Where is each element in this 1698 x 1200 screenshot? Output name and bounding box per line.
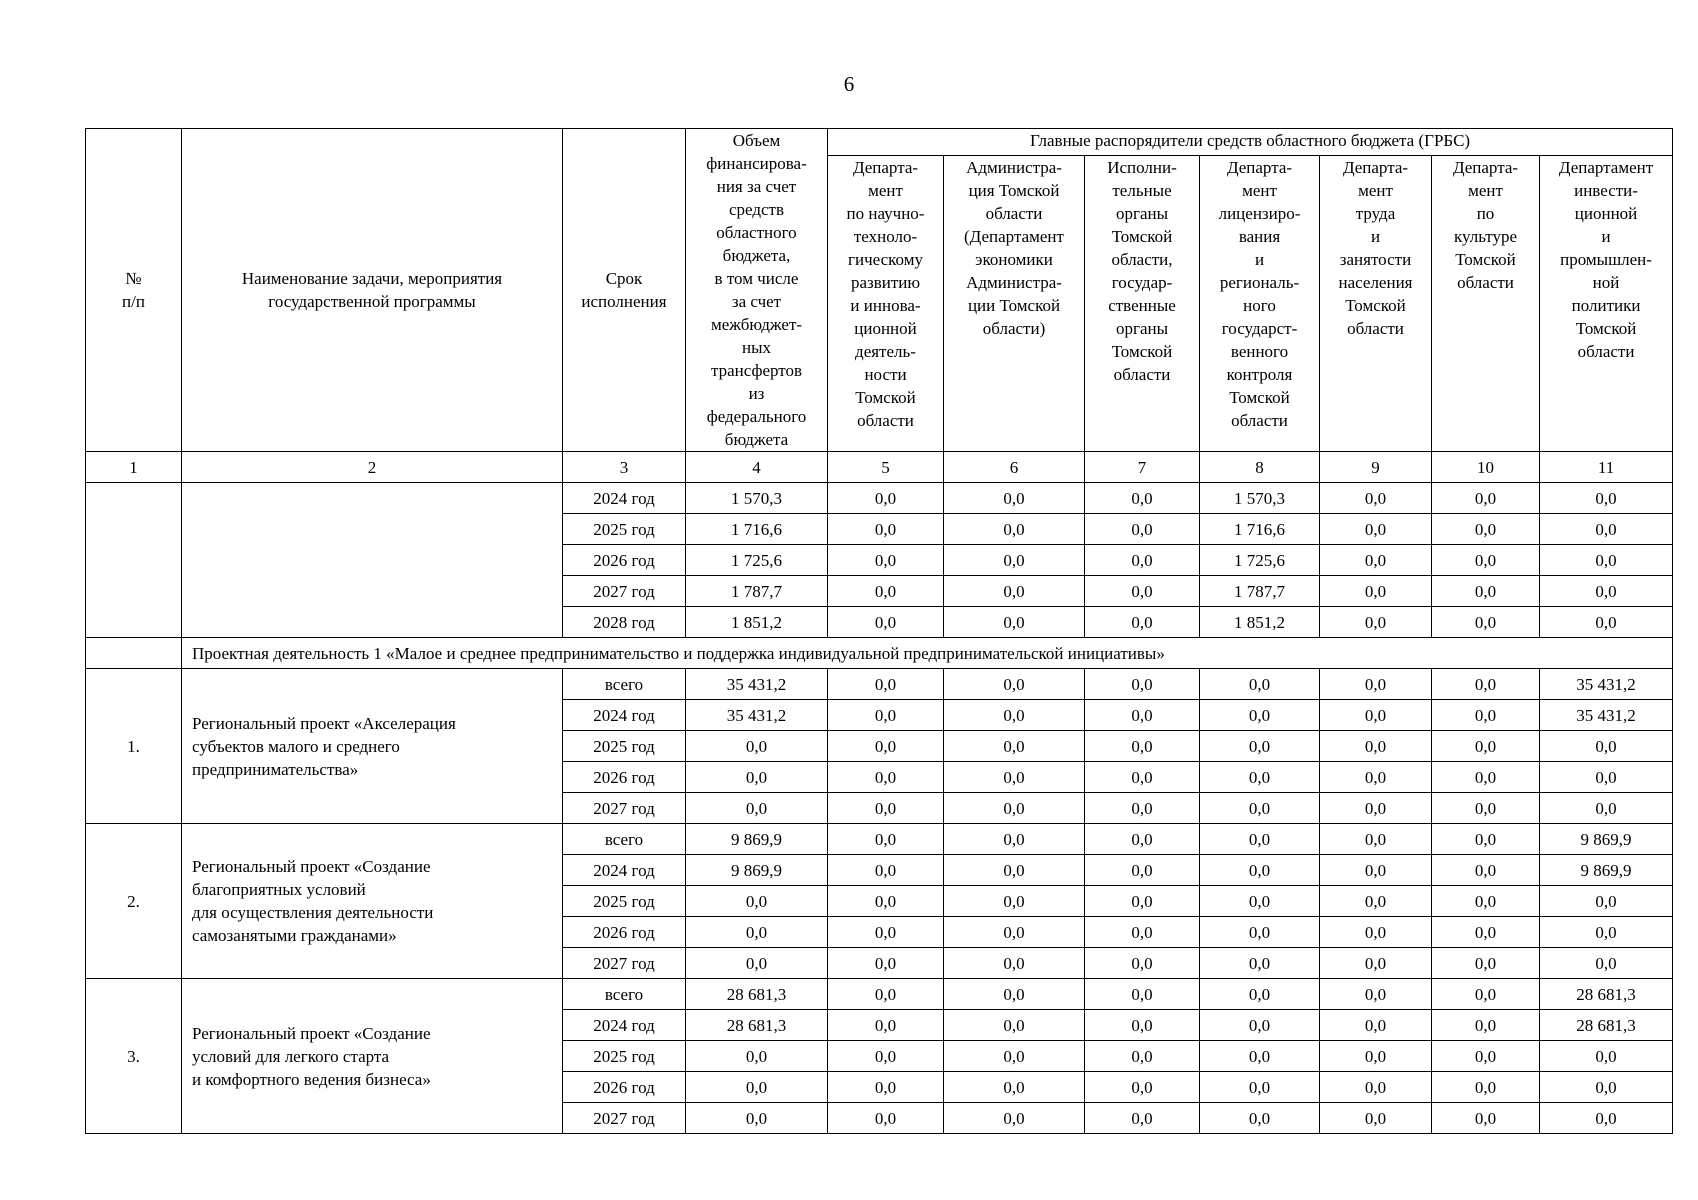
row-value: 0,0 [1320,979,1432,1010]
row-value: 0,0 [828,545,944,576]
row-value: 0,0 [1540,1041,1673,1072]
column-number-row [86,452,1673,483]
row-value: 0,0 [1540,576,1673,607]
row-value: 0,0 [828,824,944,855]
header-col-name: Наименование задачи, мероприятия государственной программы [182,129,563,452]
header-grbs-3: Исполни- тельные органы Томской области, государ- ственные органы Томской области [1085,155,1200,451]
row-value: 0,0 [828,1010,944,1041]
row-value: 0,0 [1085,483,1200,514]
row-value: 28 681,3 [1540,1010,1673,1041]
row-value: 0,0 [1320,669,1432,700]
row-value: 0,0 [1085,1041,1200,1072]
row-value: 0,0 [944,948,1085,979]
row-value: 0,0 [1200,669,1320,700]
row-value: 1 851,2 [1200,607,1320,638]
header-grbs-1: Департа- мент по научно- техноло- гическому развитию и иннова- ционной деятель- ности Томской области [828,155,944,451]
row-term: 2025 год [563,1041,686,1072]
row-value: 0,0 [1085,1103,1200,1134]
table-row [86,979,1673,1010]
row-value: 0,0 [1320,1072,1432,1103]
row-value: 0,0 [1200,886,1320,917]
column-number: 8 [1200,452,1320,483]
row-value: 0,0 [828,483,944,514]
row-value: 0,0 [686,762,828,793]
column-number: 2 [182,452,563,483]
row-value: 0,0 [944,576,1085,607]
row-value: 0,0 [1432,855,1540,886]
row-value: 0,0 [1085,948,1200,979]
header-grbs-5: Департа- мент труда и занятости населения Томской области [1320,155,1432,451]
row-value: 0,0 [1540,1072,1673,1103]
row-value: 0,0 [1200,793,1320,824]
row-value: 0,0 [1432,483,1540,514]
row-value: 0,0 [1540,948,1673,979]
row-value: 0,0 [1320,917,1432,948]
header-grbs-7: Департамент инвести- ционной и промышлен- ной политики Томской области [1540,155,1673,451]
row-value: 0,0 [1200,948,1320,979]
row-value: 0,0 [1320,762,1432,793]
row-value: 0,0 [944,1103,1085,1134]
row-value: 0,0 [1085,917,1200,948]
table-body [86,483,1673,1134]
column-number: 10 [1432,452,1540,483]
row-value: 0,0 [1320,1103,1432,1134]
row-value: 0,0 [1200,762,1320,793]
row-value: 0,0 [944,669,1085,700]
row-value: 0,0 [1085,762,1200,793]
table-row [86,483,1673,514]
row-value: 0,0 [1540,545,1673,576]
row-value: 28 681,3 [1540,979,1673,1010]
column-number: 6 [944,452,1085,483]
row-value: 0,0 [1540,514,1673,545]
row-value: 0,0 [1432,731,1540,762]
row-value: 0,0 [1085,886,1200,917]
row-term: 2025 год [563,731,686,762]
row-value: 1 570,3 [1200,483,1320,514]
row-value: 0,0 [1432,1072,1540,1103]
project-name: Региональный проект «Создание условий для легкого старта и комфортного ведения бизнеса» [182,979,563,1134]
row-value: 0,0 [1200,1010,1320,1041]
row-value: 0,0 [1320,514,1432,545]
row-value: 0,0 [1200,731,1320,762]
row-value: 0,0 [1085,1010,1200,1041]
row-value: 0,0 [1432,917,1540,948]
row-value: 0,0 [1320,1041,1432,1072]
row-value: 0,0 [944,1041,1085,1072]
row-term: 2027 год [563,948,686,979]
row-term: 2026 год [563,917,686,948]
row-value: 1 725,6 [686,545,828,576]
row-value: 0,0 [1540,917,1673,948]
row-value: 0,0 [1540,886,1673,917]
row-value: 0,0 [828,1103,944,1134]
row-value: 0,0 [1200,1072,1320,1103]
row-value: 0,0 [686,886,828,917]
row-value: 0,0 [686,731,828,762]
row-value: 0,0 [1085,607,1200,638]
row-value: 0,0 [1320,483,1432,514]
row-value: 0,0 [1200,855,1320,886]
row-value: 0,0 [944,824,1085,855]
row-value: 0,0 [1432,1103,1540,1134]
row-value: 0,0 [1432,576,1540,607]
row-value: 0,0 [828,855,944,886]
row-value: 0,0 [828,886,944,917]
row-value: 0,0 [944,1010,1085,1041]
row-value: 0,0 [1200,1103,1320,1134]
row-value: 0,0 [1540,483,1673,514]
header-col-volume: Объем финансирова- ния за счет средств областного бюджета, в том числе за счет межбюджет- ных трансфертов из федерального бюджета [686,129,828,452]
row-value: 0,0 [1085,824,1200,855]
row-value: 28 681,3 [686,979,828,1010]
row-value: 0,0 [1320,824,1432,855]
row-value: 9 869,9 [686,855,828,886]
row-value: 1 570,3 [686,483,828,514]
row-value: 0,0 [1540,762,1673,793]
row-value: 0,0 [1085,514,1200,545]
row-value: 0,0 [1085,669,1200,700]
row-value: 0,0 [1320,793,1432,824]
row-value: 0,0 [944,700,1085,731]
row-value: 0,0 [686,917,828,948]
row-value: 0,0 [1432,886,1540,917]
row-term: всего [563,824,686,855]
row-value: 0,0 [1085,855,1200,886]
row-value: 0,0 [1540,793,1673,824]
row-value: 1 725,6 [1200,545,1320,576]
project-name: Региональный проект «Создание благоприятных условий для осуществления деятельности самозанятыми гражданами» [182,824,563,979]
row-value: 0,0 [686,948,828,979]
row-value: 0,0 [1200,917,1320,948]
row-value: 0,0 [1200,1041,1320,1072]
row-value: 0,0 [1320,545,1432,576]
row-value: 0,0 [828,793,944,824]
column-number: 11 [1540,452,1673,483]
row-value: 0,0 [1320,855,1432,886]
column-number: 4 [686,452,828,483]
row-term: 2028 год [563,607,686,638]
row-value: 1 787,7 [1200,576,1320,607]
header-grbs-4: Департа- мент лицензиро- вания и региональ- ного государст- венного контроля Томской области [1200,155,1320,451]
row-value: 0,0 [1320,700,1432,731]
row-value: 0,0 [1320,731,1432,762]
row-value: 0,0 [1200,700,1320,731]
row-term: всего [563,669,686,700]
column-number: 1 [86,452,182,483]
project-number: 1. [86,669,182,824]
row-value: 0,0 [1320,948,1432,979]
row-value: 0,0 [1085,1072,1200,1103]
row-term: 2027 год [563,793,686,824]
row-value: 9 869,9 [1540,824,1673,855]
row-term: 2024 год [563,483,686,514]
row-value: 0,0 [944,545,1085,576]
row-term: 2024 год [563,700,686,731]
row-value: 0,0 [944,979,1085,1010]
row-value: 0,0 [1432,700,1540,731]
row-value: 0,0 [828,514,944,545]
row-value: 0,0 [944,731,1085,762]
header-grbs-2: Администра- ция Томской области (Департамент экономики Администра- ции Томской области) [944,155,1085,451]
row-value: 0,0 [686,793,828,824]
row-value: 0,0 [686,1103,828,1134]
row-value: 0,0 [828,1041,944,1072]
row-value: 0,0 [944,607,1085,638]
row-value: 35 431,2 [686,669,828,700]
row-value: 0,0 [1540,1103,1673,1134]
project-name: Региональный проект «Акселерация субъектов малого и среднего предпринимательства» [182,669,563,824]
row-value: 0,0 [1085,545,1200,576]
row-term: 2025 год [563,886,686,917]
column-number: 7 [1085,452,1200,483]
row-value: 0,0 [1540,731,1673,762]
row-value: 0,0 [1432,607,1540,638]
column-number: 3 [563,452,686,483]
row-value: 0,0 [944,886,1085,917]
row-value: 0,0 [828,731,944,762]
row-value: 0,0 [828,576,944,607]
row-value: 0,0 [686,1072,828,1103]
row-value: 1 716,6 [686,514,828,545]
row-number [86,483,182,638]
row-value: 0,0 [1200,979,1320,1010]
row-value: 0,0 [1085,700,1200,731]
budget-table [85,128,1673,1134]
row-value: 0,0 [1432,824,1540,855]
row-value: 9 869,9 [686,824,828,855]
section-row [86,638,1673,669]
row-term: 2027 год [563,1103,686,1134]
row-value: 0,0 [1432,669,1540,700]
row-value: 0,0 [1085,979,1200,1010]
row-value: 0,0 [1432,545,1540,576]
row-value: 0,0 [1432,793,1540,824]
row-value: 1 787,7 [686,576,828,607]
row-value: 1 716,6 [1200,514,1320,545]
row-value: 0,0 [828,1072,944,1103]
row-value: 0,0 [944,762,1085,793]
row-value: 0,0 [1432,979,1540,1010]
row-term: 2027 год [563,576,686,607]
row-value: 0,0 [828,607,944,638]
row-term: 2024 год [563,1010,686,1041]
row-value: 0,0 [1432,762,1540,793]
row-term: всего [563,979,686,1010]
row-value: 0,0 [944,793,1085,824]
row-value: 0,0 [1085,576,1200,607]
row-value: 0,0 [1085,793,1200,824]
row-value: 0,0 [828,700,944,731]
row-name [182,483,563,638]
column-number: 5 [828,452,944,483]
row-value: 0,0 [944,1072,1085,1103]
project-number: 2. [86,824,182,979]
row-value: 28 681,3 [686,1010,828,1041]
row-value: 0,0 [828,979,944,1010]
table-row [86,669,1673,700]
row-value: 0,0 [1320,1010,1432,1041]
row-value: 35 431,2 [1540,700,1673,731]
row-value: 0,0 [944,514,1085,545]
row-value: 1 851,2 [686,607,828,638]
row-value: 0,0 [1200,824,1320,855]
row-value: 0,0 [944,483,1085,514]
row-value: 0,0 [944,917,1085,948]
header-grbs-title: Главные распорядители средств областного бюджета (ГРБС) [828,129,1673,156]
column-number: 9 [1320,452,1432,483]
row-value: 0,0 [1432,514,1540,545]
row-value: 0,0 [686,1041,828,1072]
row-value: 0,0 [828,669,944,700]
row-value: 0,0 [1320,886,1432,917]
table-row [86,824,1673,855]
row-value: 0,0 [1320,607,1432,638]
project-number: 3. [86,979,182,1134]
row-value: 0,0 [828,762,944,793]
row-value: 0,0 [1432,1041,1540,1072]
section-title: Проектная деятельность 1 «Малое и среднее предпринимательство и поддержка индивидуальной предпринимательской инициативы» [182,638,1673,669]
row-value: 0,0 [1432,1010,1540,1041]
row-term: 2026 год [563,762,686,793]
row-value: 0,0 [828,917,944,948]
page-number: 6 [843,72,855,96]
row-value: 0,0 [1320,576,1432,607]
row-value: 0,0 [1540,607,1673,638]
row-value: 9 869,9 [1540,855,1673,886]
row-term: 2026 год [563,545,686,576]
row-value: 35 431,2 [686,700,828,731]
row-value: 0,0 [1085,731,1200,762]
row-term: 2024 год [563,855,686,886]
row-term: 2026 год [563,1072,686,1103]
row-value: 0,0 [828,948,944,979]
header-col-term: Срок исполнения [563,129,686,452]
section-number [86,638,182,669]
row-value: 35 431,2 [1540,669,1673,700]
header-grbs-6: Департа- мент по культуре Томской области [1432,155,1540,451]
row-value: 0,0 [944,855,1085,886]
header-col-number: № п/п [86,129,182,452]
row-term: 2025 год [563,514,686,545]
row-value: 0,0 [1432,948,1540,979]
